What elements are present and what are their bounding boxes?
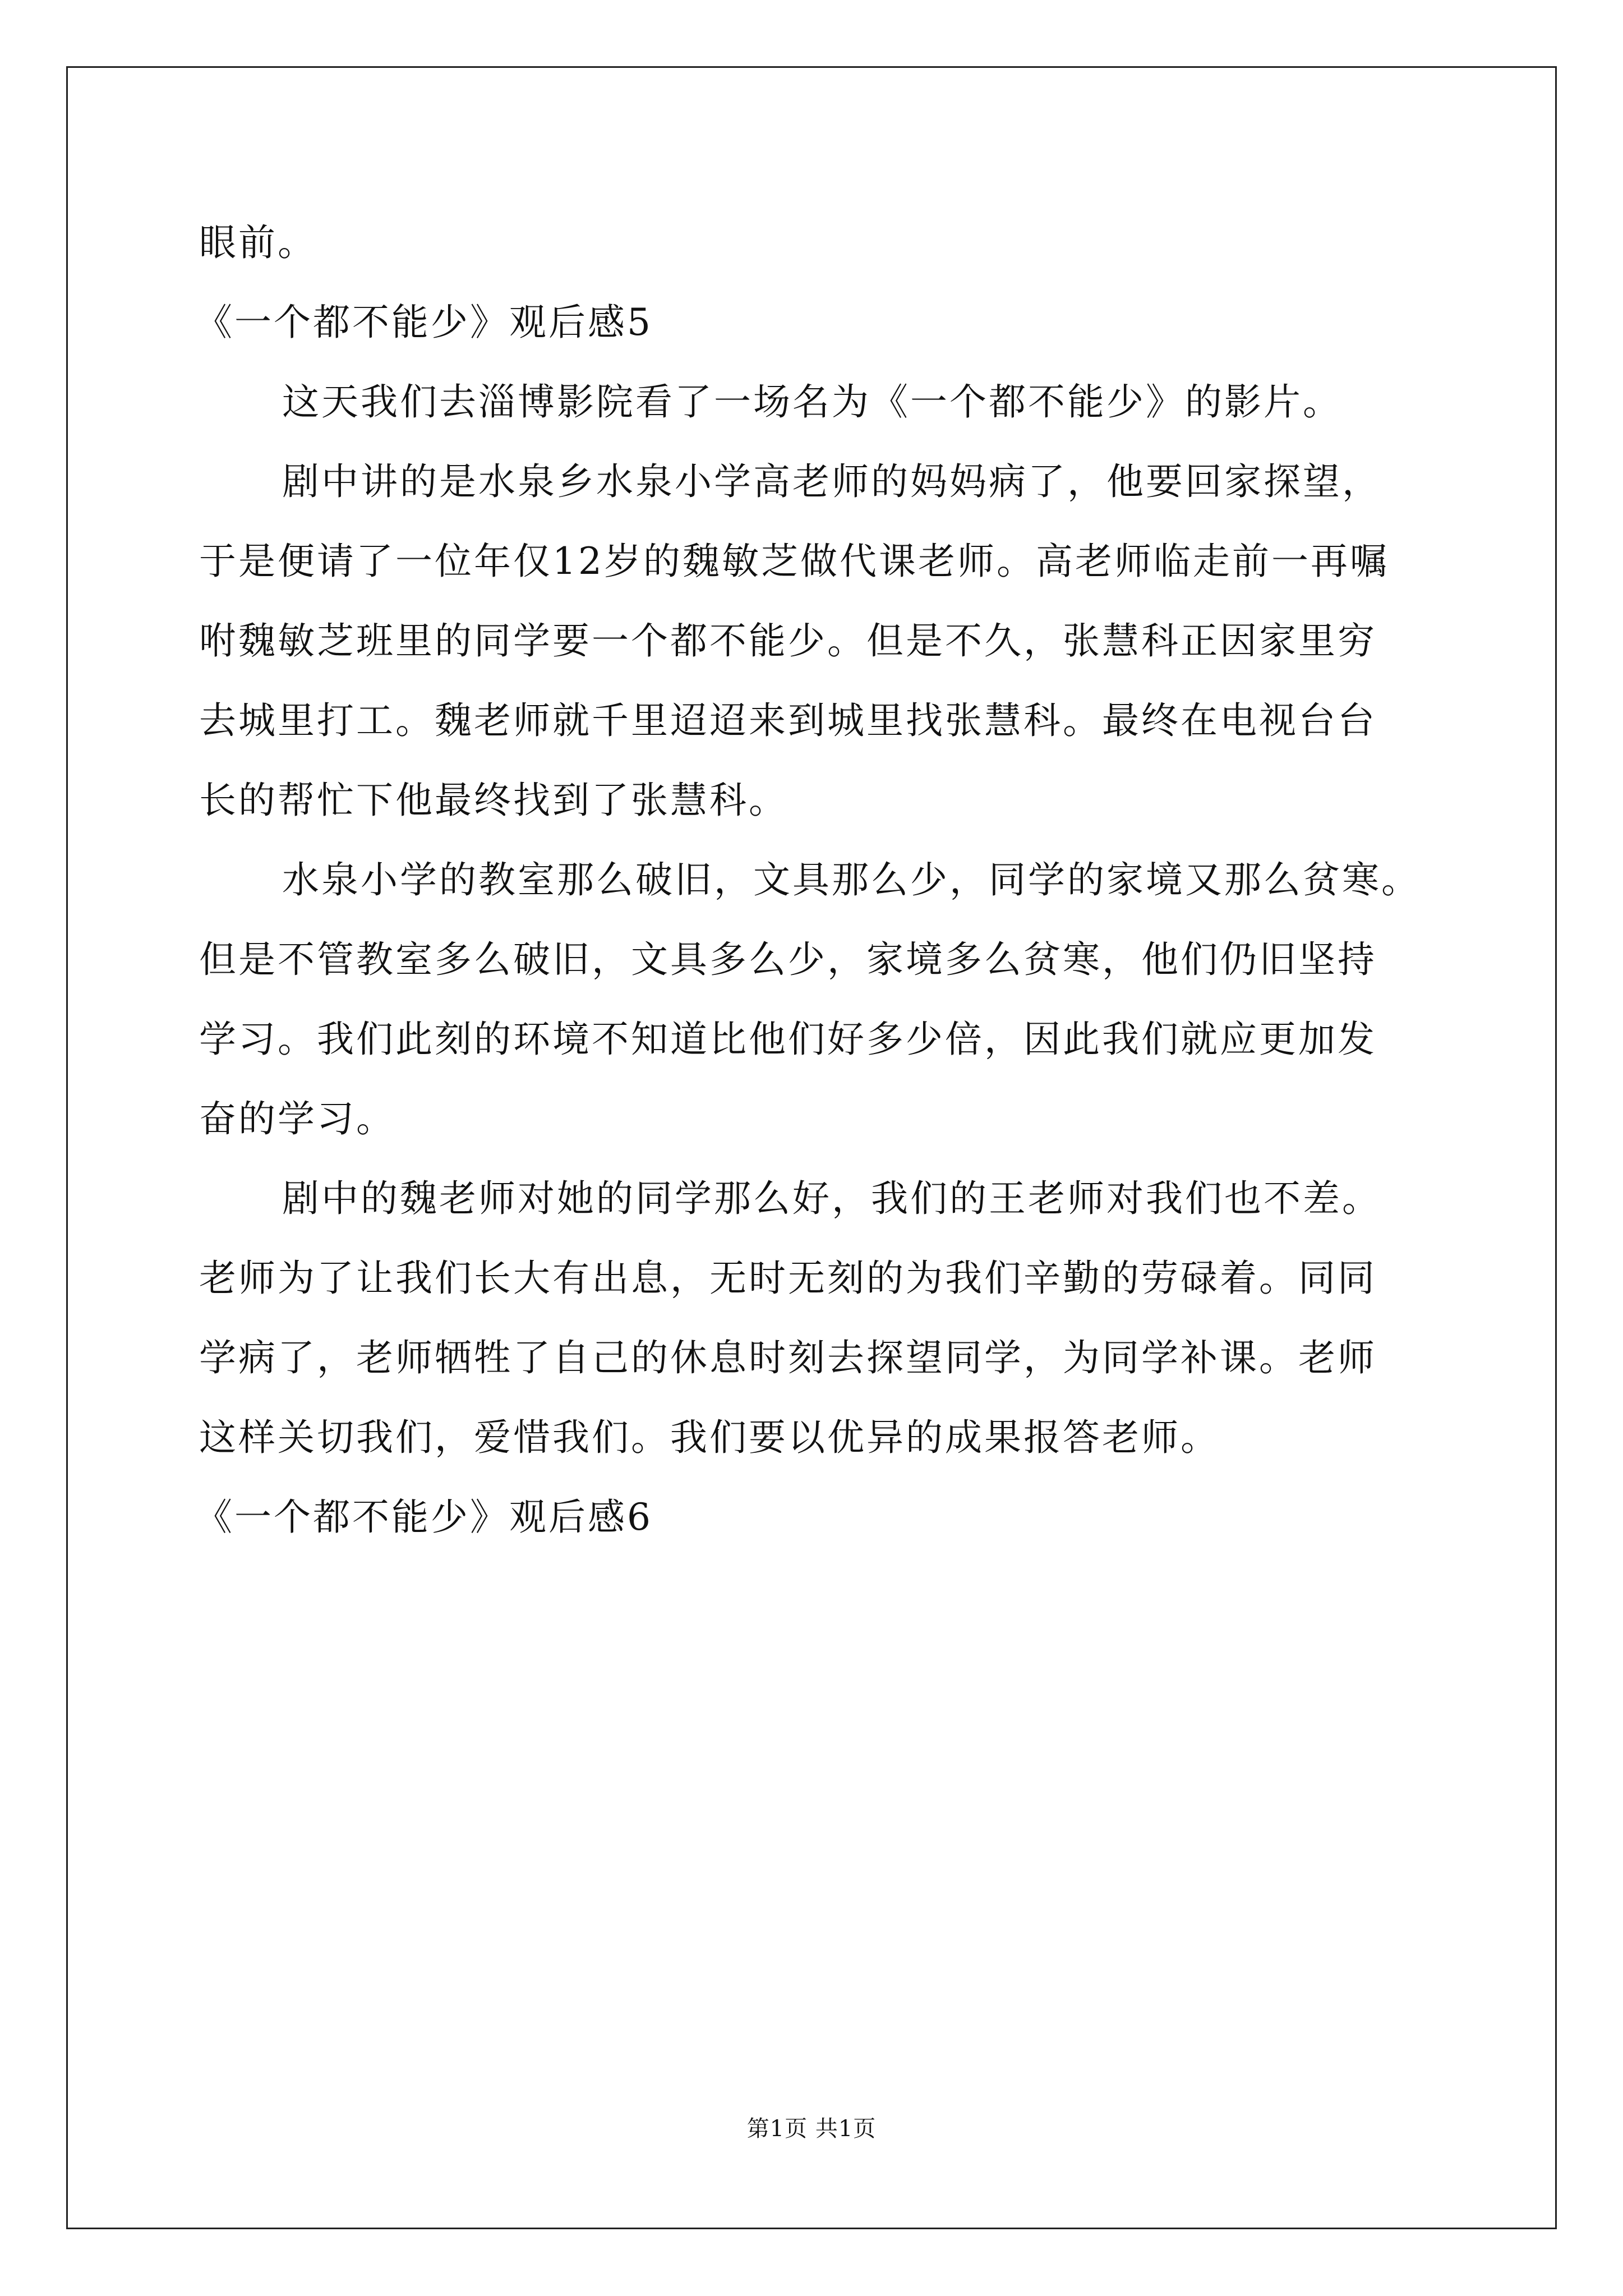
paragraph-line: 老师为了让我们长大有出息，无时无刻的为我们辛勤的劳碌着。同同 [199, 1257, 1377, 1300]
paragraph-line: 这天我们去淄博影院看了一场名为《一个都不能少》的影片。 [282, 380, 1342, 424]
paragraph-line: 剧中的魏老师对她的同学那么好，我们的王老师对我们也不差。 [282, 1177, 1381, 1220]
page-footer: 第1页 共1页 [746, 2116, 877, 2142]
paragraph-line: 但是不管教室多么破旧，文具多么少，家境多么贫寒，他们仍旧坚持 [199, 938, 1377, 981]
section-heading: 《一个都不能少》观后感5 [195, 301, 653, 344]
paragraph-line: 学病了，老师牺牲了自己的休息时刻去探望同学，为同学补课。老师 [199, 1336, 1377, 1379]
paragraph-line: 水泉小学的教室那么破旧，文具那么少，同学的家境又那么贫寒。 [282, 858, 1421, 901]
paragraph-line: 咐魏敏芝班里的同学要一个都不能少。但是不久，张慧科正因家里穷 [199, 619, 1377, 662]
paragraph-line: 学习。我们此刻的环境不知道比他们好多少倍，因此我们就应更加发 [199, 1018, 1377, 1061]
section-heading: 《一个都不能少》观后感6 [195, 1496, 653, 1539]
paragraph-line: 奋的学习。 [199, 1097, 395, 1140]
paragraph-line: 去城里打工。魏老师就千里迢迢来到城里找张慧科。最终在电视台台 [199, 699, 1377, 742]
paragraph-line: 剧中讲的是水泉乡水泉小学高老师的妈妈病了，他要回家探望， [282, 460, 1381, 503]
text-line: 眼前。 [199, 221, 317, 264]
paragraph-line: 这样关切我们，爱惜我们。我们要以优异的成果报答老师。 [199, 1416, 1220, 1459]
paragraph-line: 长的帮忙下他最终找到了张慧科。 [199, 779, 788, 822]
paragraph-line: 于是便请了一位年仅12岁的魏敏芝做代课老师。高老师临走前一再嘱 [199, 540, 1389, 583]
